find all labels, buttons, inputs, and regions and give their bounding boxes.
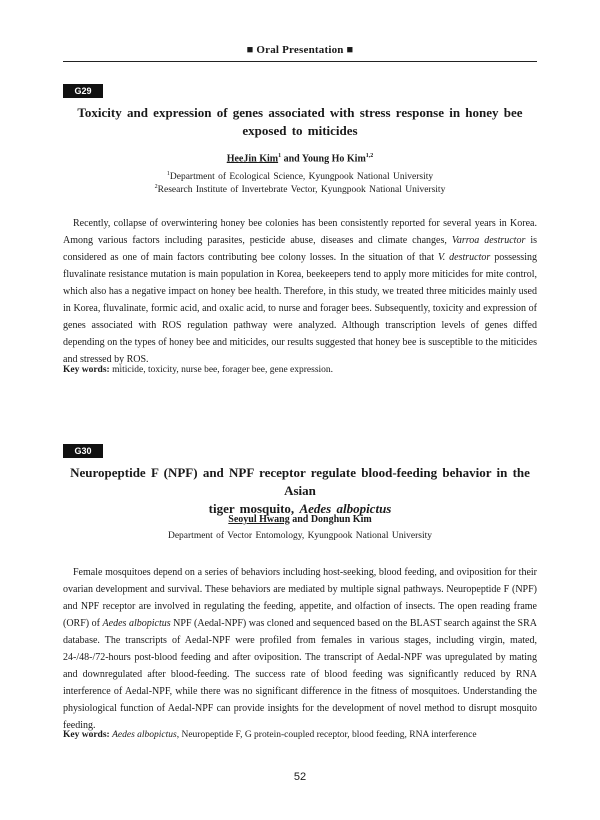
affiliation-2	[63, 181, 537, 197]
affiliation-text: Department of Ecological Science, Kyungpook National University	[169, 172, 434, 183]
title-line-2: tiger mosquito,	[208, 501, 300, 516]
co-author: Donghun Kim	[310, 514, 372, 525]
author-affil-mark: 1,2	[365, 153, 374, 159]
species-name: V. destructor	[437, 252, 491, 263]
header-rule	[63, 61, 537, 62]
affiliation-text: Research Institute of Invertebrate Vector, Kyungpook National University	[157, 185, 446, 196]
species-name: Aedes albopictus	[102, 618, 171, 629]
keywords-text: , Neuropeptide F, G protein-coupled receptor, blood feeding, RNA interference	[176, 730, 477, 740]
keywords	[63, 730, 537, 740]
abstract-text: Recently, collapse of overwintering honey bee colonies has been consistently reported for several years in Korea. Among various factors including parasites, pesticide abuse, diseases and climate changes,	[63, 218, 537, 246]
article-title	[63, 104, 537, 140]
species-name: Aedes albopictus	[299, 501, 392, 516]
affiliation-text: Department of Vector Entomology, Kyungpook National University	[167, 531, 433, 541]
abstract-text: NPF (Aedal-NPF) was cloned and sequenced based on the BLAST search against the SRA database. The transcripts of Aedal-NPF were profiled from females in various stages, including virgin, mated, 24-/48-/72-hours post-blood feeding and after oviposition. The transcript of Aedal-NPF was upregulated by mating and downregulated after blood-feeding. The success rate of blood feeding was significantly reduced by RNA interference of Aedal-NPF, while there was no significant difference in the fitness of mosquitoes. Understanding the physiological function of Aedal-NPF can provide insights for the development of novel method to disrupt mosquito feeding.	[63, 618, 538, 731]
title-line-1: Neuropeptide F (NPF) and NPF receptor regulate blood-feeding behavior in the Asian	[70, 465, 530, 498]
article-id-badge: G30	[63, 444, 103, 458]
author-list	[63, 153, 537, 164]
co-author: Young Ho Kim	[301, 153, 366, 165]
author-conjunction: and	[289, 514, 311, 525]
presenting-author: Seoyul Hwang	[228, 514, 290, 525]
author-affil-mark: 1	[278, 153, 282, 159]
species-name: Varroa destructor	[451, 235, 526, 246]
keywords-label: Key words:	[63, 365, 110, 375]
section-header: ■ Oral Presentation ■	[246, 44, 354, 56]
abstract-body	[63, 215, 537, 368]
article-title	[63, 464, 537, 518]
abstract-text: Female mosquitoes depend on a series of behaviors including host-seeking, blood feeding, and oviposition for their ovarian development and survival. These behaviors are mediated by multiple signal pathways. Neuropeptide F (NPF) and NPF receptor are involved in regulating the feeding, appetite, and olfaction of insects. The open reading frame (ORF) of	[63, 567, 537, 629]
author-conjunction: and	[281, 153, 302, 165]
affil-mark: 1	[166, 171, 170, 177]
affil-mark: 2	[154, 184, 158, 190]
author-list	[63, 514, 537, 525]
presenting-author: HeeJin Kim	[226, 153, 279, 165]
keywords-label: Key words:	[63, 730, 110, 740]
abstract-text: is considered as one of main factors contributing bee colony losses. In the situation of that	[63, 235, 538, 263]
keyword-species: Aedes albopictus	[112, 730, 177, 740]
article-id-badge: G29	[63, 84, 103, 98]
title-line-1: Toxicity and expression of genes associated with stress response in honey bee	[77, 105, 523, 120]
affiliation-1	[63, 530, 537, 543]
abstract-text: possessing fluvalinate resistance mutation is main population in Korea, beekeepers tend to apply more miticides for mite control, which also has a negative impact on honey bee health. Therefore, in this study, we treated three miticides mainly used in Korea, fluvalinate, formic acid, and oxalic acid, to nurse and forager bees. Subsequently, toxicity and expression of genes associated with ROS regulation pathway were analyzed. Although transcription levels of genes diffed depending on the types of honey bee and miticides, our results suggested that honey bee is susceptible to the miticides and stressed by ROS.	[63, 252, 537, 365]
keywords	[63, 365, 537, 375]
abstract-body	[63, 564, 537, 734]
keywords-text: miticide, toxicity, nurse bee, forager bee, gene expression.	[109, 365, 334, 375]
title-line-2: exposed to miticides	[242, 123, 358, 138]
page-number: 52	[293, 771, 307, 783]
